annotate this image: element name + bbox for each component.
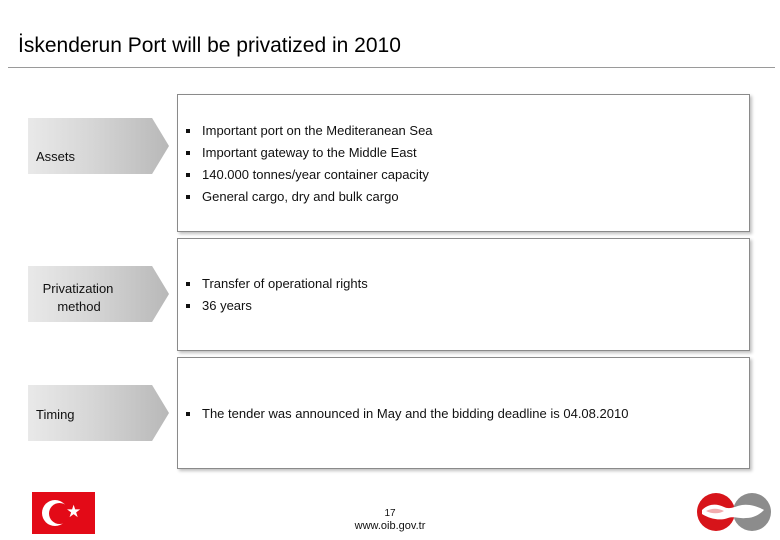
bullet-square-icon	[186, 151, 190, 155]
bullet-square-icon	[186, 304, 190, 308]
bullet-square-icon	[186, 129, 190, 133]
slide-title: İskenderun Port will be privatized in 2010	[18, 34, 401, 57]
oib-logo-icon	[694, 490, 772, 534]
timing-bullet-list	[186, 403, 628, 425]
list-item	[186, 273, 368, 295]
bullet-text: 140.000 tonnes/year container capacity	[202, 167, 429, 182]
bullet-text: The tender was announced in May and the bidding deadline is 04.08.2010	[202, 406, 629, 421]
bullet-square-icon	[186, 173, 190, 177]
flag-star-icon: ★	[66, 502, 82, 522]
bullet-text: Important port on the Mediteranean Sea	[202, 123, 433, 138]
bullet-square-icon	[186, 412, 190, 416]
title-divider	[8, 67, 775, 68]
privatization-method-box	[177, 238, 750, 351]
bullet-square-icon	[186, 282, 190, 286]
list-item	[186, 120, 433, 142]
privatization-method-label-line-2: method	[57, 299, 101, 314]
bullet-text: 36 years	[202, 298, 252, 313]
list-item	[186, 164, 433, 186]
bullet-square-icon	[186, 195, 190, 199]
timing-label: Timing	[36, 407, 75, 422]
privatization-method-bullet-list	[186, 273, 368, 317]
list-item	[186, 403, 628, 425]
bullet-text: Transfer of operational rights	[202, 276, 368, 291]
assets-box	[177, 94, 750, 232]
assets-bullet-list	[186, 120, 433, 208]
bullet-text: Important gateway to the Middle East	[202, 145, 417, 160]
list-item	[186, 142, 433, 164]
timing-box	[177, 357, 750, 469]
list-item	[186, 186, 433, 208]
assets-label: Assets	[36, 149, 76, 164]
list-item	[186, 295, 368, 317]
privatization-method-label-line-1: Privatization	[42, 281, 114, 296]
privatization-method-label	[36, 280, 120, 316]
footer-url: www.oib.gov.tr	[354, 520, 426, 532]
page-number: 17	[384, 508, 396, 519]
bullet-text: General cargo, dry and bulk cargo	[202, 189, 399, 204]
